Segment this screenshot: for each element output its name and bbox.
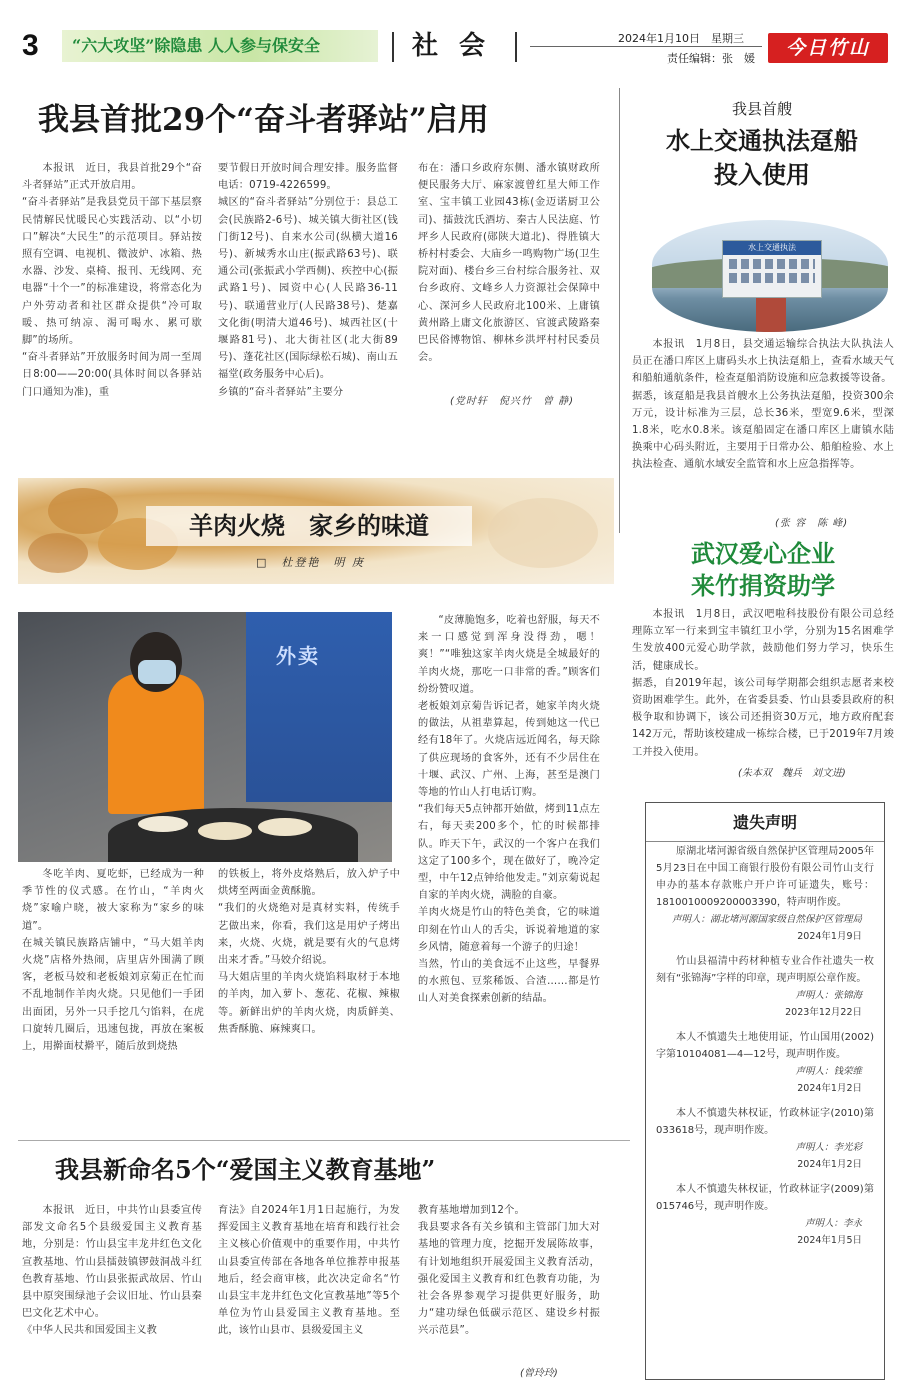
article1-col3 <box>418 160 600 390</box>
notice-date: 2024年1月5日 <box>797 1235 862 1246</box>
notice-date: 2024年1月9日 <box>797 931 862 942</box>
paper-logo <box>768 33 888 63</box>
article4-col1-text: 本报讯 近日，中共竹山县委宣传部发文命名5个县级爱国主义教育基地，分别是：竹山县宝丰龙井红色文化宣教基地、竹山县擂鼓镇锣鼓洞战斗红色教育基地、竹山县张振武故居、竹山县中原突围绿池子会议旧址、竹山县秦巴文化艺术中心。 《中华人民共和国爱国主义教 <box>22 1205 202 1337</box>
article4-col2-text: 育法》自2024年1月1日起施行，为发挥爱国主义教育基地在培育和践行社会主义核心价值观中的重要作用，中共竹山县委宣传部在各地各单位推荐申报基地后，经会商审核，此次决定命名“竹山县宝丰龙井红色文化宣教基地”等5个单位为竹山县爱国主义教育基地。至此，该竹山县市、县级爱国主义 <box>218 1205 400 1337</box>
notice-signer: 声明人：湖北堵河源国家级自然保护区管理局 <box>671 914 862 925</box>
article2-body-text: 本报讯 1月8日，县交通运输综合执法大队执法人员正在潘口库区上庸码头水上执法趸船上，查看水域天气和船舶通航条件，检查趸船消防设施和应急救援等设备。 据悉，该趸船是我县首艘水上公务执法趸船，投资300余万元，设计标准为三层，总长36米，型宽9.6米，型深1.8米，吃水0.8米。该趸船固定在潘口库区上庸镇水陆换乘中心码头附近，主要用于日常办公、船舶检验、水上执法检查、通航水域安全监管和水上应急指挥等。 <box>632 339 894 471</box>
article2-kicker: 我县首艘 <box>731 100 792 118</box>
ship-photo-walkway <box>756 298 786 332</box>
article1-byline: (党时轩 倪兴竹 曾 静) <box>450 396 574 407</box>
article1-col1 <box>22 160 202 460</box>
notice-date: 2023年12月22日 <box>785 1007 862 1018</box>
issue-date: 2024年1月10日 星期三 <box>618 32 744 45</box>
article3-headline-2: 来竹捐资助学 <box>691 571 835 600</box>
notice-signer: 声明人：张锦海 <box>795 990 862 1001</box>
notice-text: 本人不慎遗失林权证，竹政林证字(2010)第033618号，现声明作废。 <box>656 1108 874 1136</box>
article4-col3 <box>418 1202 600 1364</box>
photo-cook-mask <box>138 660 176 684</box>
notice-text: 原湖北堵河源省级自然保护区管理局2005年5月23日在中国工商银行股份有限公司竹山支行申办的基本存款账户开户许可证遗失，账号：1810010009200003390，特声明作废。 <box>656 846 874 908</box>
feature-col-left <box>22 866 204 1110</box>
ship-photo <box>652 220 888 332</box>
feature-col-left-text: 冬吃羊肉、夏吃虾，已经成为一种季节性的仪式感。在竹山，“羊肉火烧”家喻户晓，被大家称为“家乡的味道”。 在城关镇民族路店铺中，“马大姐羊肉火烧”店格外热闹，店里店外围满了顾客，老板马姣和老板娘刘京菊正在忙而不乱地制作羊肉火烧。只见他们一手团出面团，另外一只手挖几勺馅料，在虎口旋转几圈后，迅速包拢，再放在案板上，用擀面杖擀平，随后放到烧热 <box>22 869 204 1053</box>
section-title: 社 会 <box>412 31 492 61</box>
masthead <box>0 0 905 72</box>
page-number: 3 <box>22 29 39 62</box>
photo-cook-apron <box>108 674 204 814</box>
feature-col-mid-text: 的铁板上，将外皮烙熟后，放入炉子中烘烤至两面金黄酥脆。 “我们的火烧绝对是真材实料，传统手艺做出来，你看，我们这是用炉子烤出来，火烧、火烧，就是要有火的气息烤出来才香。”马姣介绍说。 马大姐店里的羊肉火烧馅料取材于本地的羊肉，加入萝卜、葱花、花椒、辣椒等。新鲜出炉的羊肉火烧，肉质鲜美、焦香酥脆、麻辣爽口。 <box>218 869 400 1035</box>
paper-logo-text: 今日竹山 <box>785 37 870 59</box>
notice-signer: 声明人：钱荣维 <box>795 1066 862 1077</box>
feature-byline: □ 杜登艳 明 庚 <box>256 556 365 569</box>
slogan-banner <box>62 30 378 62</box>
feature-title-box <box>146 506 472 546</box>
article3-body <box>632 606 894 764</box>
article1-col1-text: 本报讯 近日，我县首批29个“奋斗者驿站”正式开放启用。 “奋斗者驿站”是我县党员干部下基层察民情解民忧暖民心实践活动、以“小切口”解决“大民生”的示范项目。驿站按照有空调、电视机、微波炉、冰箱、热水器、沙发、桌椅、报刊、无线网、充电器“十个一”的标准建设，将常态化为户外劳动者和社区群众提供“冷可取暖、热可纳凉、渴可喝水、累可歇脚”的场所。 “奋斗者驿站”开放服务时间为周一至周日8:00——20:00(具体时间以各驿站门口通知为准)，重 <box>22 163 202 398</box>
slogan-text: “六大攻坚”除隐患 人人参与保安全 <box>72 36 320 55</box>
notice-text: 本人不慎遗失土地使用证，竹山国用(2002)字第10104081—4—12号，现声明作废。 <box>656 1032 874 1060</box>
photo-store-sign-text: 外卖 <box>276 644 320 668</box>
notice-text: 竹山县福清中药材种植专业合作社遗失一枚刻有“张锦海”字样的印章，现声明原公章作废。 <box>656 956 874 984</box>
article4-headline: 我县新命名5个“爱国主义教育基地” <box>55 1155 436 1184</box>
feature-banner <box>18 478 614 584</box>
article1-col2-text: 要节假日开放时间合理安排。服务监督电话：0719-4226599。 城区的“奋斗者驿站”分别位于：县总工会(民族路2-6号)、城关镇大街社区(钱门街12号)、自来水公司(纵横大道16号)、新城秀水山庄(振武路63号)、联通公司(张振武小学西侧)、疾控中心(振武路1号)、园资中心(人民路36-11号)、联通营业厅(人民路38号)、楚嘉文化街(明清大道46号)、城西社区(十堰路81号)、北大街社区(北大街89号)、蓬花社区(国际绿松石城)、南山五福堂(政务服务中心后)。 乡镇的“奋斗者驿站”主要分 <box>218 163 398 398</box>
feature-col-right-text: “皮薄脆饱多，吃着也舒服，每天不来一口感觉到浑身没得劲，嗯！爽！”“唯独这家羊肉火烧是全城最好的羊肉火烧，那吃一口非常的香。”顾客们纷纷赞叹道。 老板娘刘京菊告诉记者，她家羊肉火烧的做法，从祖辈算起，传到她这一代已经有18年了。火烧店远近闻名，每天除了供应现场的食客外，还有不少居住在十堰、武汉、广州、上海，甚至是澳门等地的竹山人打电话订购。 “我们每天5点钟都开始做，烤到11点左右，每天卖200多个，忙的时候都排队。昨天下午，武汉的一个客户在我们这定了100多个，现在做好了，晚冷定型，中午12点钟给他发走。”刘京菊说起自家的羊肉火烧，满脸的自豪。 羊肉火烧是竹山的特色美食，它的味道印刻在竹山人的舌尖，诉说着地道的家乡风情，随意着每一个游子的归途！ 当然，竹山的美食远不止这些，早餐界的水煎包、豆浆稀饭、合渣……都是竹山人对美食探索创新的结晶。 <box>418 615 600 1005</box>
ship-photo-vessel <box>722 240 822 298</box>
notice-signer: 声明人：李光彩 <box>795 1142 862 1153</box>
feature-photo <box>18 612 392 862</box>
article4-col2 <box>218 1202 400 1382</box>
article2-body <box>632 336 894 512</box>
article2-headline-2: 投入使用 <box>714 160 810 189</box>
editor-credit: 责任编辑：张 媛 <box>667 52 755 65</box>
ship-sign: 水上交通执法 <box>723 241 821 255</box>
article3-byline: (朱本双 魏兵 刘文进) <box>738 768 846 779</box>
article3-headline-1: 武汉爱心企业 <box>691 539 835 568</box>
notice-date: 2024年1月2日 <box>797 1159 862 1170</box>
notices-title: 遗失声明 <box>732 813 797 832</box>
article2-byline: (张 容 陈 峰) <box>775 518 849 529</box>
article4-byline: (曾玲玲) <box>520 1368 558 1379</box>
notice-item <box>656 1029 874 1097</box>
notice-item <box>656 953 874 1021</box>
notice-item <box>656 843 874 945</box>
article1-headline: 我县首批29个“奋斗者驿站”启用 <box>38 102 489 138</box>
photo-store-sign <box>246 612 392 802</box>
feature-col-right <box>418 612 600 1072</box>
lost-notices-box <box>645 802 885 1380</box>
article1-col2 <box>218 160 398 460</box>
feature-title: 羊肉火烧 家乡的味道 <box>189 511 429 540</box>
article1-col3-text: 布在：潘口乡政府东侧、潘水镇财政所便民服务大厅、麻家渡曾红星大师工作室、宝丰镇工业园43栋(金迈诺厨卫公司)、擂鼓沈氏酒坊、秦古人民法庭、竹坪乡人民政府(郧陕大道北)、得胜镇大桥村村委会、大庙乡一鸣购物广场(卫生院对面)、楼台乡三台村综合服务社、双台乡政府、文峰乡人力资源社会保障中心、深河乡人民政府北100米、上庸镇黄州路上庸文化旅游区、官渡武陵路秦巴民俗博物馆、柳林乡洪坪村村民委员会。 <box>418 163 600 364</box>
notice-text: 本人不慎遗失林权证，竹政林证字(2009)第015746号，现声明作废。 <box>656 1184 874 1212</box>
article3-body-text: 本报讯 1月8日，武汉吧啦科技股份有限公司总经理陈立军一行来到宝丰镇红卫小学，分别为15名困难学生发放400元爱心助学款，鼓励他们努力学习，快乐生活，健康成长。 据悉，自2019年起，该公司每学期都会组织志愿者来校资助困难学生。此外，在省委县委、竹山县委县政府的积极争取和协调下，该公司还捐资30万元，地方政府配套142万元，帮助该校建成一栋综合楼，已于2019年7月竣工并投入使用。 <box>632 609 894 758</box>
notice-item <box>656 1105 874 1173</box>
feature-col-mid <box>218 866 400 1110</box>
notice-signer: 声明人：李永 <box>804 1218 862 1229</box>
notices-list <box>656 843 874 1249</box>
notice-date: 2024年1月2日 <box>797 1083 862 1094</box>
article2-headline-1: 水上交通执法趸船 <box>666 126 858 155</box>
notice-item <box>656 1181 874 1249</box>
article4-col1 <box>22 1202 202 1382</box>
article4-col3-text: 教育基地增加到12个。 我县要求各有关乡镇和主管部门加大对基地的管理力度，挖掘开发展陈故事，有计划地组织开展爱国主义教育活动，强化爱国主义教育和红色教育功能，为社会各界参观学习提供更好服务，助力“建功绿色低碳示范区、建设乡村振兴示范县”。 <box>418 1205 600 1337</box>
